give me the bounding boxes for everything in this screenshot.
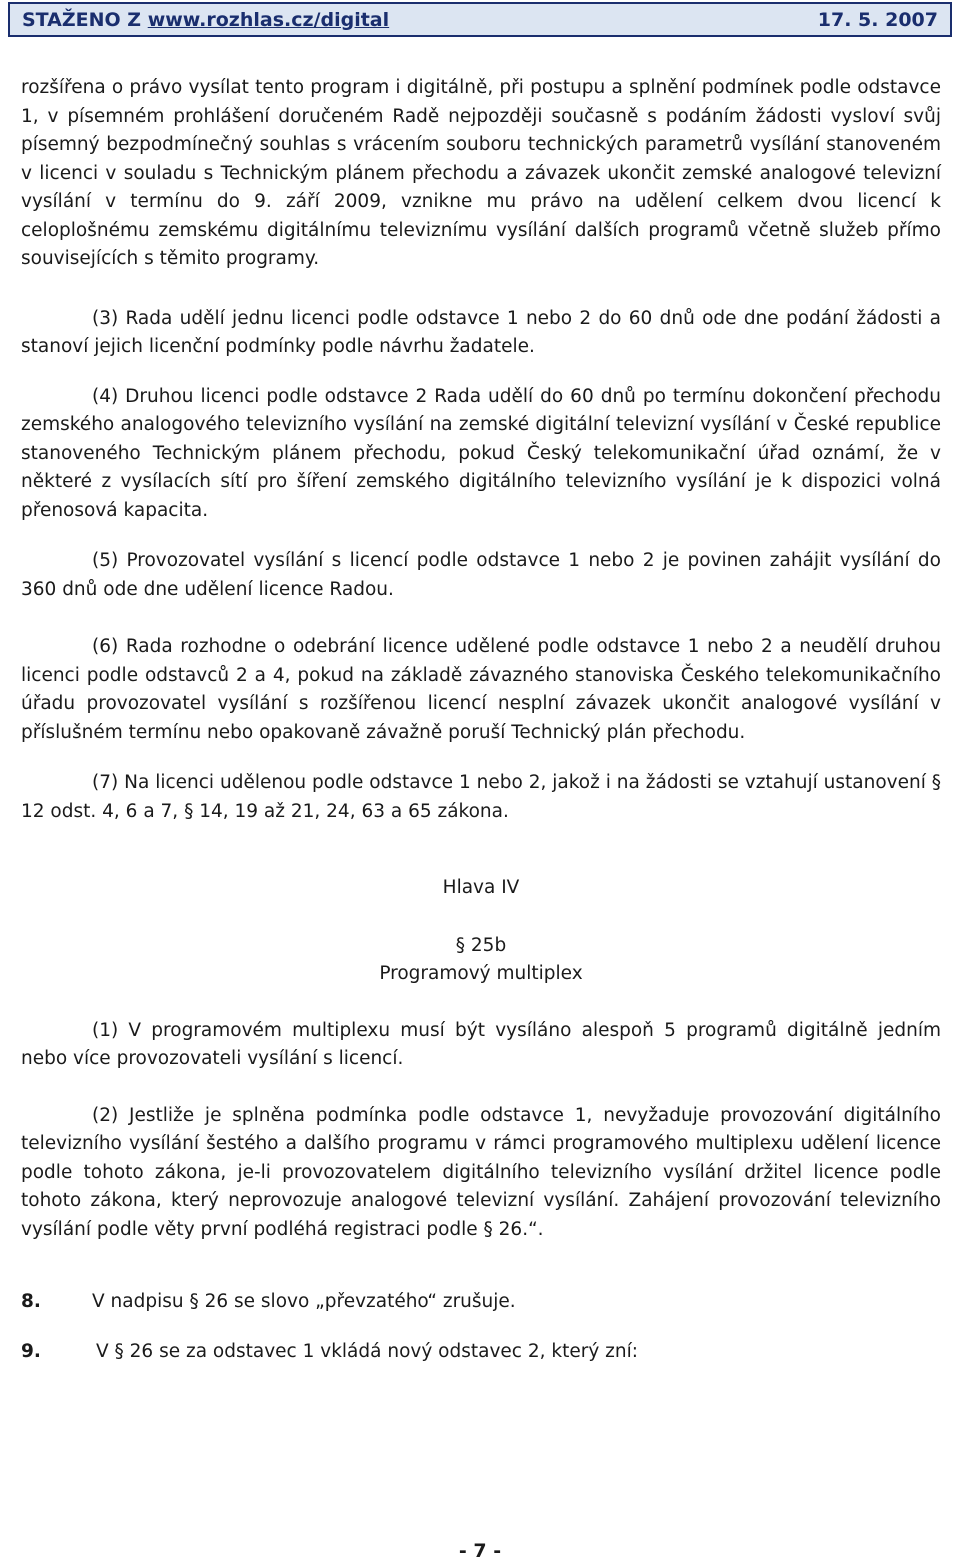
source-link[interactable]: www.rozhlas.cz/digital <box>147 8 390 31</box>
item-number: 9. <box>21 1340 41 1362</box>
paragraph-1-multiplex: (1) V programovém multiplexu musí být vysíláno alespoň 5 programů digitálně jedním nebo více provozovateli vysílání s licencí. <box>21 1019 941 1069</box>
chapter-heading: Hlava IV <box>442 877 520 898</box>
item-text: V nadpisu § 26 se slovo „převzatého“ zrušuje. <box>92 1291 516 1312</box>
banner-source <box>22 9 389 31</box>
section-title: Programový multiplex <box>379 963 583 984</box>
list-item <box>21 1338 941 1367</box>
list-item <box>21 1288 941 1317</box>
paragraph-5: (5) Provozovatel vysílání s licencí podle odstavce 1 nebo 2 je povinen zahájit vysílání do 360 dnů ode dne udělení licence Radou. <box>21 550 941 600</box>
page-number: - 7 - <box>458 1540 502 1562</box>
download-banner <box>8 2 952 37</box>
paragraph-continuation: rozšířena o právo vysílat tento program i digitálně, při postupu a splnění podmínek podle odstavce 1, v písemném prohlášení doručeném Radě nejpozději současně s podáním žádosti vysloví svůj písemný bezpodmínečný souhlas s vrácením souboru technických parametrů vysílání stanoveném v licenci v souladu s Technickým plánem přechodu a závazek ukončit zemské analogové televizní vysílání v termínu do 9. září 2009, vznikne mu právo na udělení celkem dvou licencí k celoplošnému zemskému digitálnímu televiznímu vysílání dalších programů včetně služeb přímo souvisejících s těmito programy. <box>21 77 941 269</box>
section-number: § 25b <box>455 934 507 956</box>
item-text: V § 26 se za odstavec 1 vkládá nový odstavec 2, který zní: <box>96 1340 638 1362</box>
paragraph-3: (3) Rada udělí jednu licenci podle odstavce 1 nebo 2 do 60 dnů ode dne podání žádosti a stanoví jejich licenční podmínky podle návrhu žadatele. <box>21 307 941 357</box>
document-body <box>21 74 941 1366</box>
item-number: 8. <box>21 1291 41 1312</box>
banner-date: 17. 5. 2007 <box>817 8 938 31</box>
banner-prefix: STAŽENO Z <box>22 8 148 31</box>
paragraph-7: (7) Na licenci udělenou podle odstavce 1 nebo 2, jakož i na žádosti se vztahují ustanovení § 12 odst. 4, 6 a 7, § 14, 19 až 21, 24, 63 a 65 zákona. <box>21 772 941 822</box>
paragraph-4: (4) Druhou licenci podle odstavce 2 Rada udělí do 60 dnů po termínu dokončení přechodu zemského analogového televizního vysílání na zemské digitální televizní vysílání v České republice stanoveného Technickým plánem přechodu, pokud Český telekomunikační úřad oznámí, že v některé z vysílacích sítí pro šíření zemského digitálního televizního vysílání je k dispozici volná přenosová kapacita. <box>21 385 941 521</box>
paragraph-2-multiplex: (2) Jestliže je splněna podmínka podle odstavce 1, nevyžaduje provozování digitálního televizního vysílání šestého a dalšího programu v rámci programového multiplexu udělení licence podle tohoto zákona, je-li provozovatelem digitálního televizního vysílání držitel licence podle tohoto zákona, který neprovozuje analogové televizní vysílání. Zahájení provozování televizního vysílání podle věty první podléhá registraci podle § 26.“. <box>21 1104 941 1240</box>
paragraph-6: (6) Rada rozhodne o odebrání licence udělené podle odstavce 1 nebo 2 a neudělí druhou licenci podle odstavců 2 a 4, pokud na základě závazného stanoviska Českého telekomunikačního úřadu provozovatel vysílání s rozšířenou licencí nesplní závazek ukončit analogové vysílání v příslušném termínu nebo opakovaně závažně poruší Technický plán přechodu. <box>21 636 941 743</box>
